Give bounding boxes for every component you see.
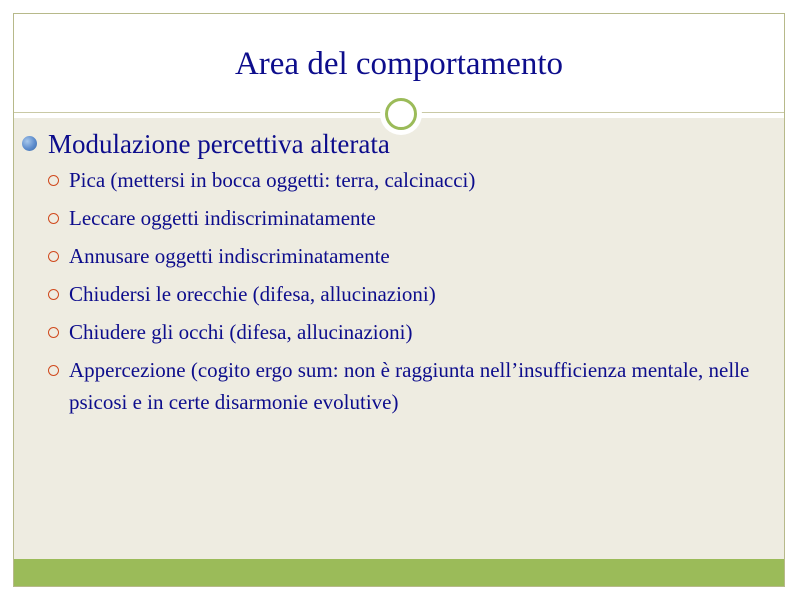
main-bullet-item bbox=[22, 126, 762, 162]
sub-bullet-item bbox=[22, 278, 762, 310]
sub-bullet-item bbox=[22, 354, 762, 418]
bottom-accent-bar bbox=[14, 559, 784, 586]
sub-bullet-item bbox=[22, 316, 762, 348]
main-bullet-text: Modulazione percettiva alterata bbox=[48, 129, 390, 159]
sub-bullet-text: Annusare oggetti indiscriminatamente bbox=[69, 244, 390, 268]
sub-bullet-item bbox=[22, 240, 762, 272]
slide-title: Area del comportamento bbox=[234, 46, 564, 82]
sub-bullet-text: Chiudere gli occhi (difesa, allucinazioni) bbox=[69, 320, 413, 344]
hollow-circle-bullet-icon bbox=[48, 365, 59, 376]
bullet-list bbox=[22, 126, 762, 424]
sub-bullet-text: Chiudersi le orecchie (difesa, allucinazioni) bbox=[69, 282, 436, 306]
hollow-circle-bullet-icon bbox=[48, 251, 59, 262]
sub-bullet-text: Pica (mettersi in bocca oggetti: terra, calcinacci) bbox=[69, 168, 476, 192]
sub-bullet-item bbox=[22, 164, 762, 196]
filled-circle-bullet-icon bbox=[22, 136, 37, 151]
hollow-circle-bullet-icon bbox=[48, 289, 59, 300]
sub-bullet-text: Leccare oggetti indiscriminatamente bbox=[69, 206, 376, 230]
hollow-circle-bullet-icon bbox=[48, 175, 59, 186]
sub-bullet-item bbox=[22, 202, 762, 234]
hollow-circle-bullet-icon bbox=[48, 327, 59, 338]
sub-bullet-text: Appercezione (cogito ergo sum: non è raggiunta nell’insufficienza mentale, nelle psicosi e in certe disarmonie evolutive) bbox=[69, 358, 750, 414]
hollow-circle-bullet-icon bbox=[48, 213, 59, 224]
